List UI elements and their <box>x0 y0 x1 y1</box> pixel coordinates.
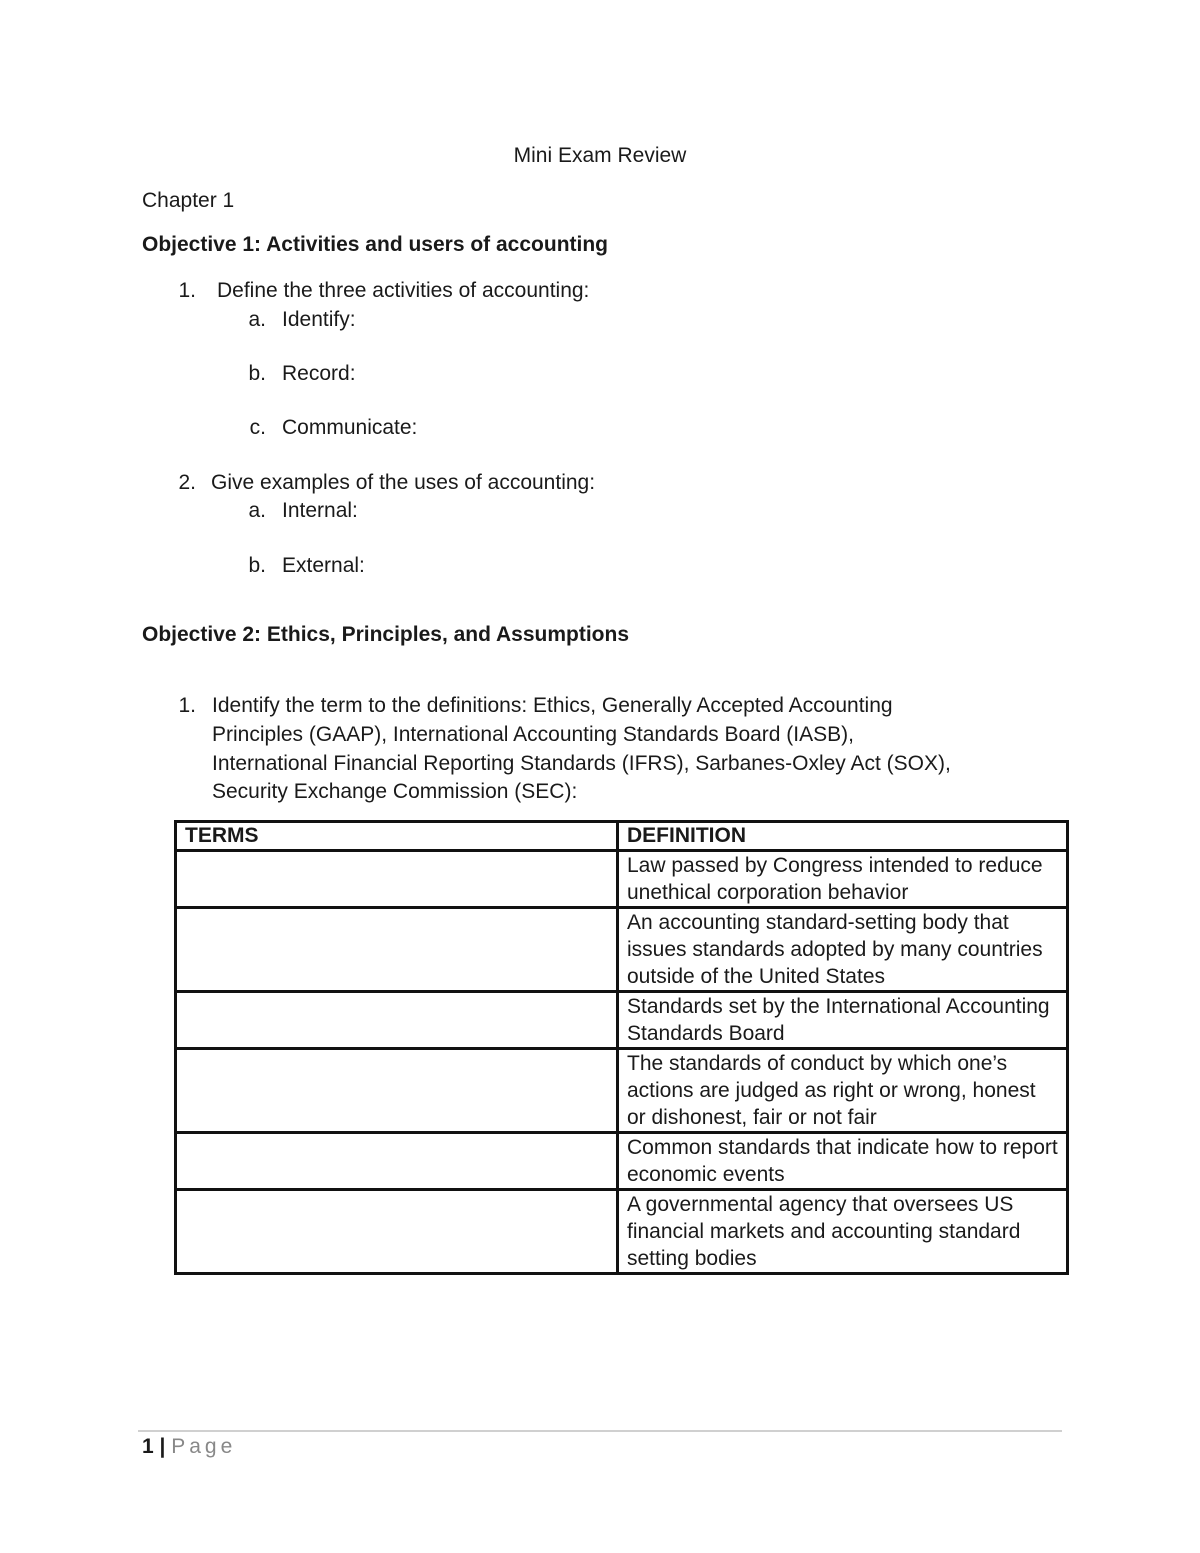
term-cell[interactable] <box>176 1133 618 1190</box>
definition-cell: Standards set by the International Accounting Standards Board <box>618 992 1068 1049</box>
page-number: 1 | <box>142 1435 166 1458</box>
definition-cell: The standards of conduct by which one’s actions are judged as right or wrong, honest or dishonest, fair or not fair <box>618 1049 1068 1133</box>
question-text-line: Security Exchange Commission (SEC): <box>212 780 578 803</box>
list-letter: b. <box>248 554 266 577</box>
list-letter: a. <box>248 499 266 522</box>
question-text-line: Principles (GAAP), International Accounting Standards Board (IASB), <box>212 723 854 746</box>
table-row <box>176 992 1068 1049</box>
definition-cell: Law passed by Congress intended to reduce unethical corporation behavior <box>618 851 1068 908</box>
list-letter: a. <box>248 308 266 331</box>
chapter-label: Chapter 1 <box>142 189 235 212</box>
table-row <box>176 1049 1068 1133</box>
term-cell[interactable] <box>176 908 618 992</box>
column-header-terms: TERMS <box>176 822 618 851</box>
question-text: Define the three activities of accounting: <box>217 279 590 302</box>
table-row <box>176 1190 1068 1274</box>
list-letter: c. <box>249 416 266 439</box>
term-cell[interactable] <box>176 1049 618 1133</box>
definition-cell: A governmental agency that oversees US financial markets and accounting standard setting bodies <box>618 1190 1068 1274</box>
page-word: Page <box>171 1435 237 1458</box>
question-number: 1. <box>178 694 196 717</box>
term-cell[interactable] <box>176 992 618 1049</box>
page-title: Mini Exam Review <box>513 144 687 167</box>
question-number: 2. <box>178 471 196 494</box>
footer-divider <box>138 1430 1062 1432</box>
objective-2-heading: Objective 2: Ethics, Principles, and Assumptions <box>142 623 630 646</box>
terms-definition-table <box>174 820 1069 1275</box>
definition-cell: Common standards that indicate how to report economic events <box>618 1133 1068 1190</box>
table-row <box>176 851 1068 908</box>
term-cell[interactable] <box>176 851 618 908</box>
table-row <box>176 908 1068 992</box>
question-text: Give examples of the uses of accounting: <box>211 471 596 494</box>
list-item: External: <box>282 554 365 577</box>
list-item: Communicate: <box>282 416 418 439</box>
definition-cell: An accounting standard-setting body that issues standards adopted by many countries outside of the United States <box>618 908 1068 992</box>
table-row <box>176 1133 1068 1190</box>
objective-1-heading: Objective 1: Activities and users of accounting <box>142 233 609 256</box>
column-header-definition: DEFINITION <box>618 822 1068 851</box>
list-letter: b. <box>248 362 266 385</box>
list-item: Identify: <box>282 308 356 331</box>
list-item: Record: <box>282 362 356 385</box>
page-footer <box>142 1434 236 1460</box>
question-text-line: International Financial Reporting Standards (IFRS), Sarbanes-Oxley Act (SOX), <box>212 752 951 775</box>
list-item: Internal: <box>282 499 358 522</box>
table-header-row <box>176 822 1068 851</box>
question-text-line: Identify the term to the definitions: Ethics, Generally Accepted Accounting <box>212 694 893 717</box>
question-number: 1. <box>178 279 196 302</box>
term-cell[interactable] <box>176 1190 618 1274</box>
